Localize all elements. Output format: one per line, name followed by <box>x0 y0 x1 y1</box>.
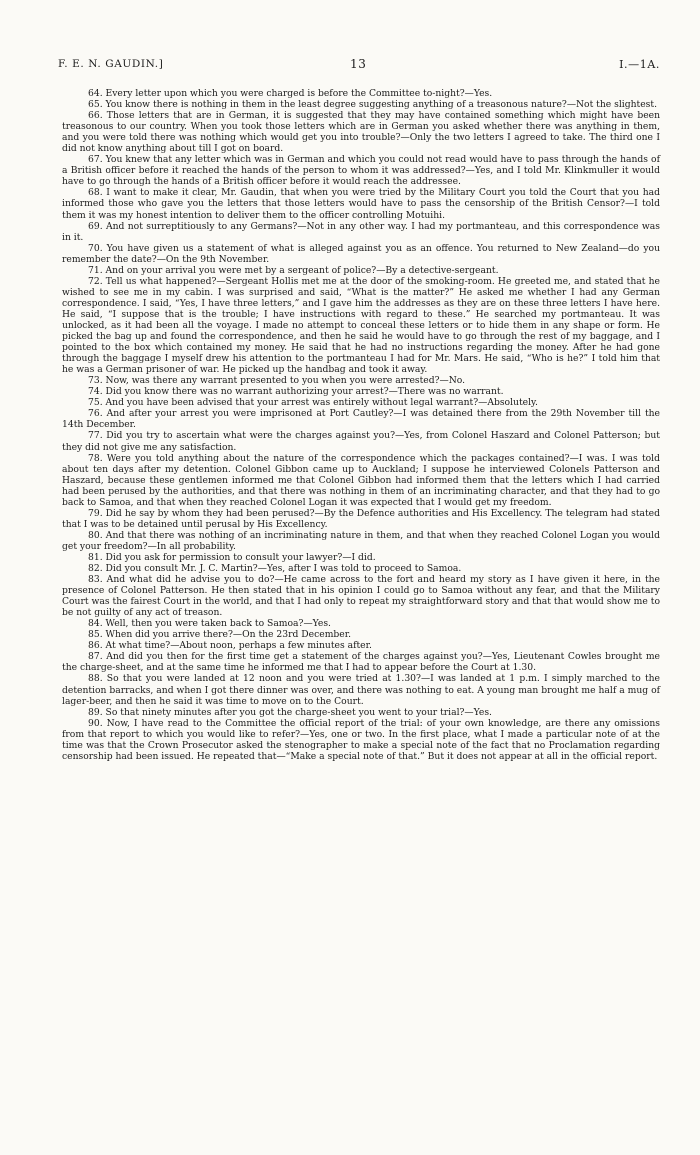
question-answer-paragraph: 64. Every letter upon which you were charged is before the Committee to-night?—Yes. <box>88 88 493 99</box>
question-answer-paragraph: 89. So that ninety minutes after you got the charge-sheet you went to your trial?—Yes. <box>88 706 492 718</box>
header-witness-name: F. E. N. GAUDIN.] <box>58 58 164 70</box>
question-answer-paragraph: 74. Did you know there was no warrant authorizing your arrest?—There was no warrant. <box>88 386 504 398</box>
question-answer-paragraph: 78. Were you told anything about the nature of the correspondence which the packages contained?—I was. I was told about ten days after my detention. Colonel Gibbon came up to Auckland; I suppose he interviewed Colonels Patterson and Haszard, because these gentlemen informed me that Colonel Gibbon had informed them that the letters which I had carried had been perused by the authorities, and that there was nothing in them of an incriminating character, and that they had to go back to Samoa, and that when they reached Colonel Logan it was expected that I would get my freedom. <box>62 452 660 508</box>
question-answer-paragraph: 73. Now, was there any warrant presented to you when you were arrested?—No. <box>88 375 466 387</box>
question-answer-paragraph: 75. And you have been advised that your arrest was entirely without legal warrant?—Absolutely. <box>88 397 538 409</box>
question-answer-paragraph: 65. You know there is nothing in them in the least degree suggesting anything of a treasonous nature?—Not the slightest. <box>88 99 658 111</box>
question-answer-paragraph: 68. I want to make it clear, Mr. Gaudin, that when you were tried by the Military Court you told the Court that you had informed those who gave you the letters that those letters would have to pass the censorship of the British Censor?—I told them it was my honest intention to deliver them to the officer controlling Motuihi. <box>62 187 660 221</box>
paper-reference: I.—1A. <box>619 58 660 71</box>
question-answer-paragraph: 67. You knew that any letter which was in German and which you could not read would have to pass through the hands of a British officer before it reached the hands of the person to whom it was addressed?—Yes, and I told Mr. Klinkmuller it would have to go through the hands of a British officer before it would reach the addressee. <box>62 154 660 188</box>
question-answer-paragraph: 81. Did you ask for permission to consult your lawyer?—I did. <box>88 551 376 563</box>
question-answer-paragraph: 84. Well, then you were taken back to Samoa?—Yes. <box>88 618 331 630</box>
question-answer-paragraph: 72. Tell us what happened?—Sergeant Hollis met me at the door of the smoking-room. He greeted me, and stated that he wished to see me in my cabin. I was surprised and said, “What is the matter?” He asked me whether I had any German correspondence. I said, “Yes, I have three letters,” and I gave him the addresses as they are on these three letters I have here. He said, “I suppose that is the trouble; I have instructions with regard to these.” He searched my portmanteau. It was unlocked, as it had been all the voyage. I made no attempt to conceal these letters or to hide them in any shape or form. He picked the bag up and found the correspondence, and then he said he would have to go through the rest of my baggage, and I pointed to the box which contained my money. He said that he had no instructions regarding the money. After he had gone through the baggage I myself drew his attention to the portmanteau I had for Mr. Mars. He said, “Who is he?” I told him that he was a German prisoner of war. He picked up the handbag and took it away. <box>62 275 660 376</box>
document-body <box>62 88 660 762</box>
question-answer-paragraph: 77. Did you try to ascertain what were the charges against you?—Yes, from Colonel Haszard and Colonel Patterson; but they did not give me any satisfaction. <box>62 430 660 453</box>
page-number: 13 <box>350 57 367 71</box>
question-answer-paragraph: 76. And after your arrest you were imprisoned at Port Cautley?—I was detained there from the 29th November till the 14th December. <box>62 408 660 431</box>
question-answer-paragraph: 79. Did he say by whom they had been perused?—By the Defence authorities and His Excellency. The telegram had stated that I was to be detained until perusal by His Excellency. <box>62 507 660 530</box>
question-answer-paragraph: 83. And what did he advise you to do?—He came across to the fort and heard my story as I have given it here, in the presence of Colonel Patterson. He then stated that in his opinion I could go to Samoa without any fear, and that the Military Court was the fairest Court in the world, and that I had only to repeat my straightforward story and that that would show me to be not guilty of any act of treason. <box>62 574 660 619</box>
running-header <box>58 58 660 74</box>
question-answer-paragraph: 87. And did you then for the first time get a statement of the charges against you?—Yes, Lieutenant Cowles brought me the charge-sheet, and at the same time he informed me that I had to appear before the Court at 1.30. <box>62 651 660 674</box>
question-answer-paragraph: 70. You have given us a statement of what is alleged against you as an offence. You returned to New Zealand—do you remember the date?—On the 9th November. <box>62 242 660 265</box>
question-answer-paragraph: 86. At what time?—About noon, perhaps a few minutes after. <box>88 640 372 652</box>
question-answer-paragraph: 71. And on your arrival you were met by a sergeant of police?—By a detective-sergeant. <box>88 264 499 276</box>
question-answer-paragraph: 88. So that you were landed at 12 noon and you were tried at 1.30?—I was landed at 1 p.m. I simply marched to the detention barracks, and when I got there dinner was over, and there was nothing to eat. A young man brought me half a mug of lager-beer, and then he said it was time to move on to the Court. <box>62 673 660 707</box>
question-answer-paragraph: 80. And that there was nothing of an incriminating nature in them, and that when they reached Colonel Logan you would get your freedom?—In all probability. <box>62 529 660 552</box>
question-answer-paragraph: 90. Now, I have read to the Committee the official report of the trial: of your own knowledge, are there any omissions from that report to which you would like to refer?—Yes, one or two. In the first place, what I made a particular note of at the time was that the Crown Prosecutor asked the stenographer to make a special note of the fact that no Proclamation regarding censorship had been issued. He repeated that—“Make a special note of that.” But it does not appear at all in the official report. <box>62 717 660 762</box>
question-answer-paragraph: 66. Those letters that are in German, it is suggested that they may have contained something which might have been treasonous to our country. When you took those letters which are in German you asked whether there was anything in them, and you were told there was nothing which would get you into trouble?—Only the two letters I agreed to take. The third one I did not know anything about till I got on board. <box>62 110 660 155</box>
question-answer-paragraph: 82. Did you consult Mr. J. C. Martin?—Yes, after I was told to proceed to Samoa. <box>88 563 462 575</box>
question-answer-paragraph: 85. When did you arrive there?—On the 23rd December. <box>88 629 352 641</box>
question-answer-paragraph: 69. And not surreptitiously to any Germans?—Not in any other way. I had my portmanteau, and this correspondence was in it. <box>62 220 660 243</box>
